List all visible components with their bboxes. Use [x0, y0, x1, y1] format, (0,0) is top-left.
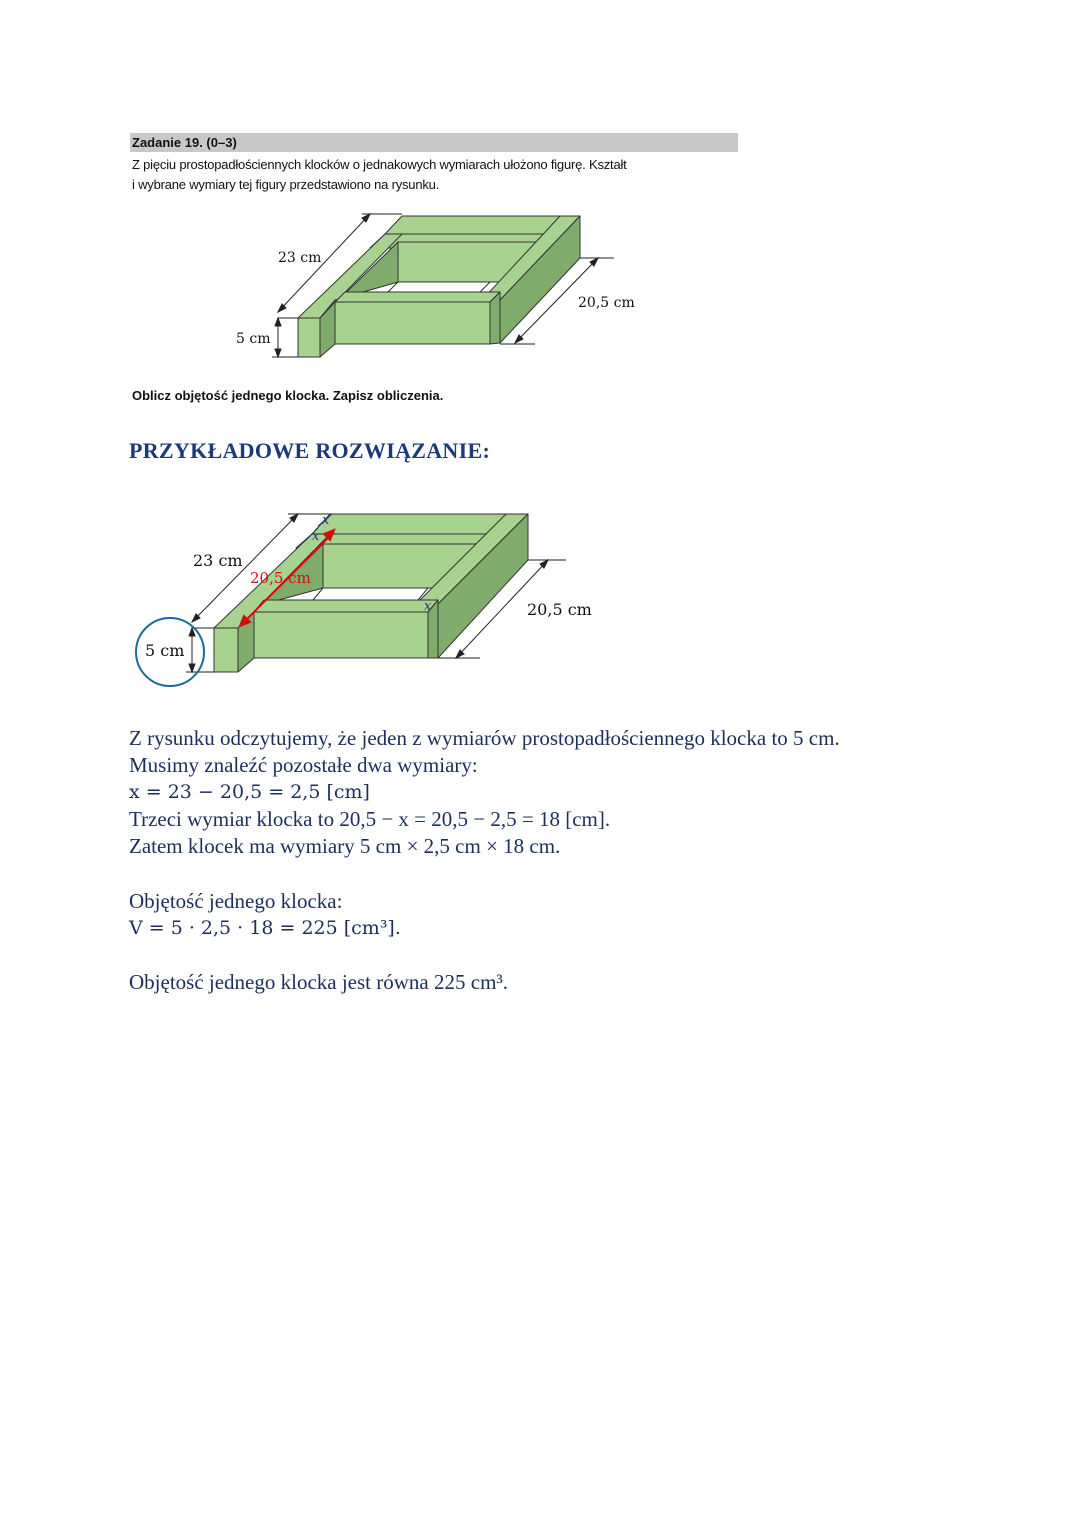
solution-text	[129, 725, 1029, 996]
fig2-front-face	[254, 612, 428, 658]
fig2-label-height: 5 cm	[145, 641, 185, 660]
fig1-label-height: 5 cm	[236, 331, 271, 347]
sol-line-1: Z rysunku odczytujemy, że jeden z wymiarów prostopadłościennego klocka to 5 cm.	[129, 726, 840, 750]
sol-line-2: Musimy znaleźć pozostałe dwa wymiary:	[129, 753, 478, 777]
sol-conclusion: Objętość jednego klocka jest równa 225 cm³.	[129, 970, 508, 994]
sol-line-5: Zatem klocek ma wymiary 5 cm × 2,5 cm × 18 cm.	[129, 834, 561, 858]
fig2-label-width: 20,5 cm	[527, 600, 592, 619]
sol-volume-label: Objętość jednego klocka:	[129, 889, 343, 913]
fig2-label-x-mid: x	[312, 529, 320, 544]
fig2-front-top	[254, 600, 438, 612]
fig2-label-x-right: x	[424, 599, 432, 614]
sol-line-4: Trzeci wymiar klocka to 20,5 − x = 20,5 − 2,5 = 18 [cm].	[129, 807, 611, 831]
task-header: Zadanie 19. (0–3)	[130, 133, 738, 152]
fig2-hole	[313, 588, 428, 600]
fig1-label-width: 20,5 cm	[578, 295, 635, 311]
task-line-2: i wybrane wymiary tej figury przedstawiono na rysunku.	[132, 177, 440, 192]
solution-heading: PRZYKŁADOWE ROZWIĄZANIE:	[129, 438, 491, 463]
fig2-label-x-top: x	[322, 513, 330, 528]
fig2-label-red: 20,5 cm	[250, 569, 311, 587]
fig1-label-length: 23 cm	[278, 250, 322, 266]
sol-equation-2: V = 5 · 2,5 · 18 = 225 [cm³].	[129, 917, 401, 939]
sol-equation-1: x = 23 − 20,5 = 2,5 [cm]	[129, 781, 370, 803]
fig2-label-length: 23 cm	[193, 551, 243, 570]
fig2-left-front	[214, 628, 238, 672]
task-instruction: Oblicz objętość jednego klocka. Zapisz obliczenia.	[132, 388, 444, 403]
task-line-1: Z pięciu prostopadłościennych klocków o jednakowych wymiarach ułożono figurę. Kształt	[132, 157, 627, 172]
